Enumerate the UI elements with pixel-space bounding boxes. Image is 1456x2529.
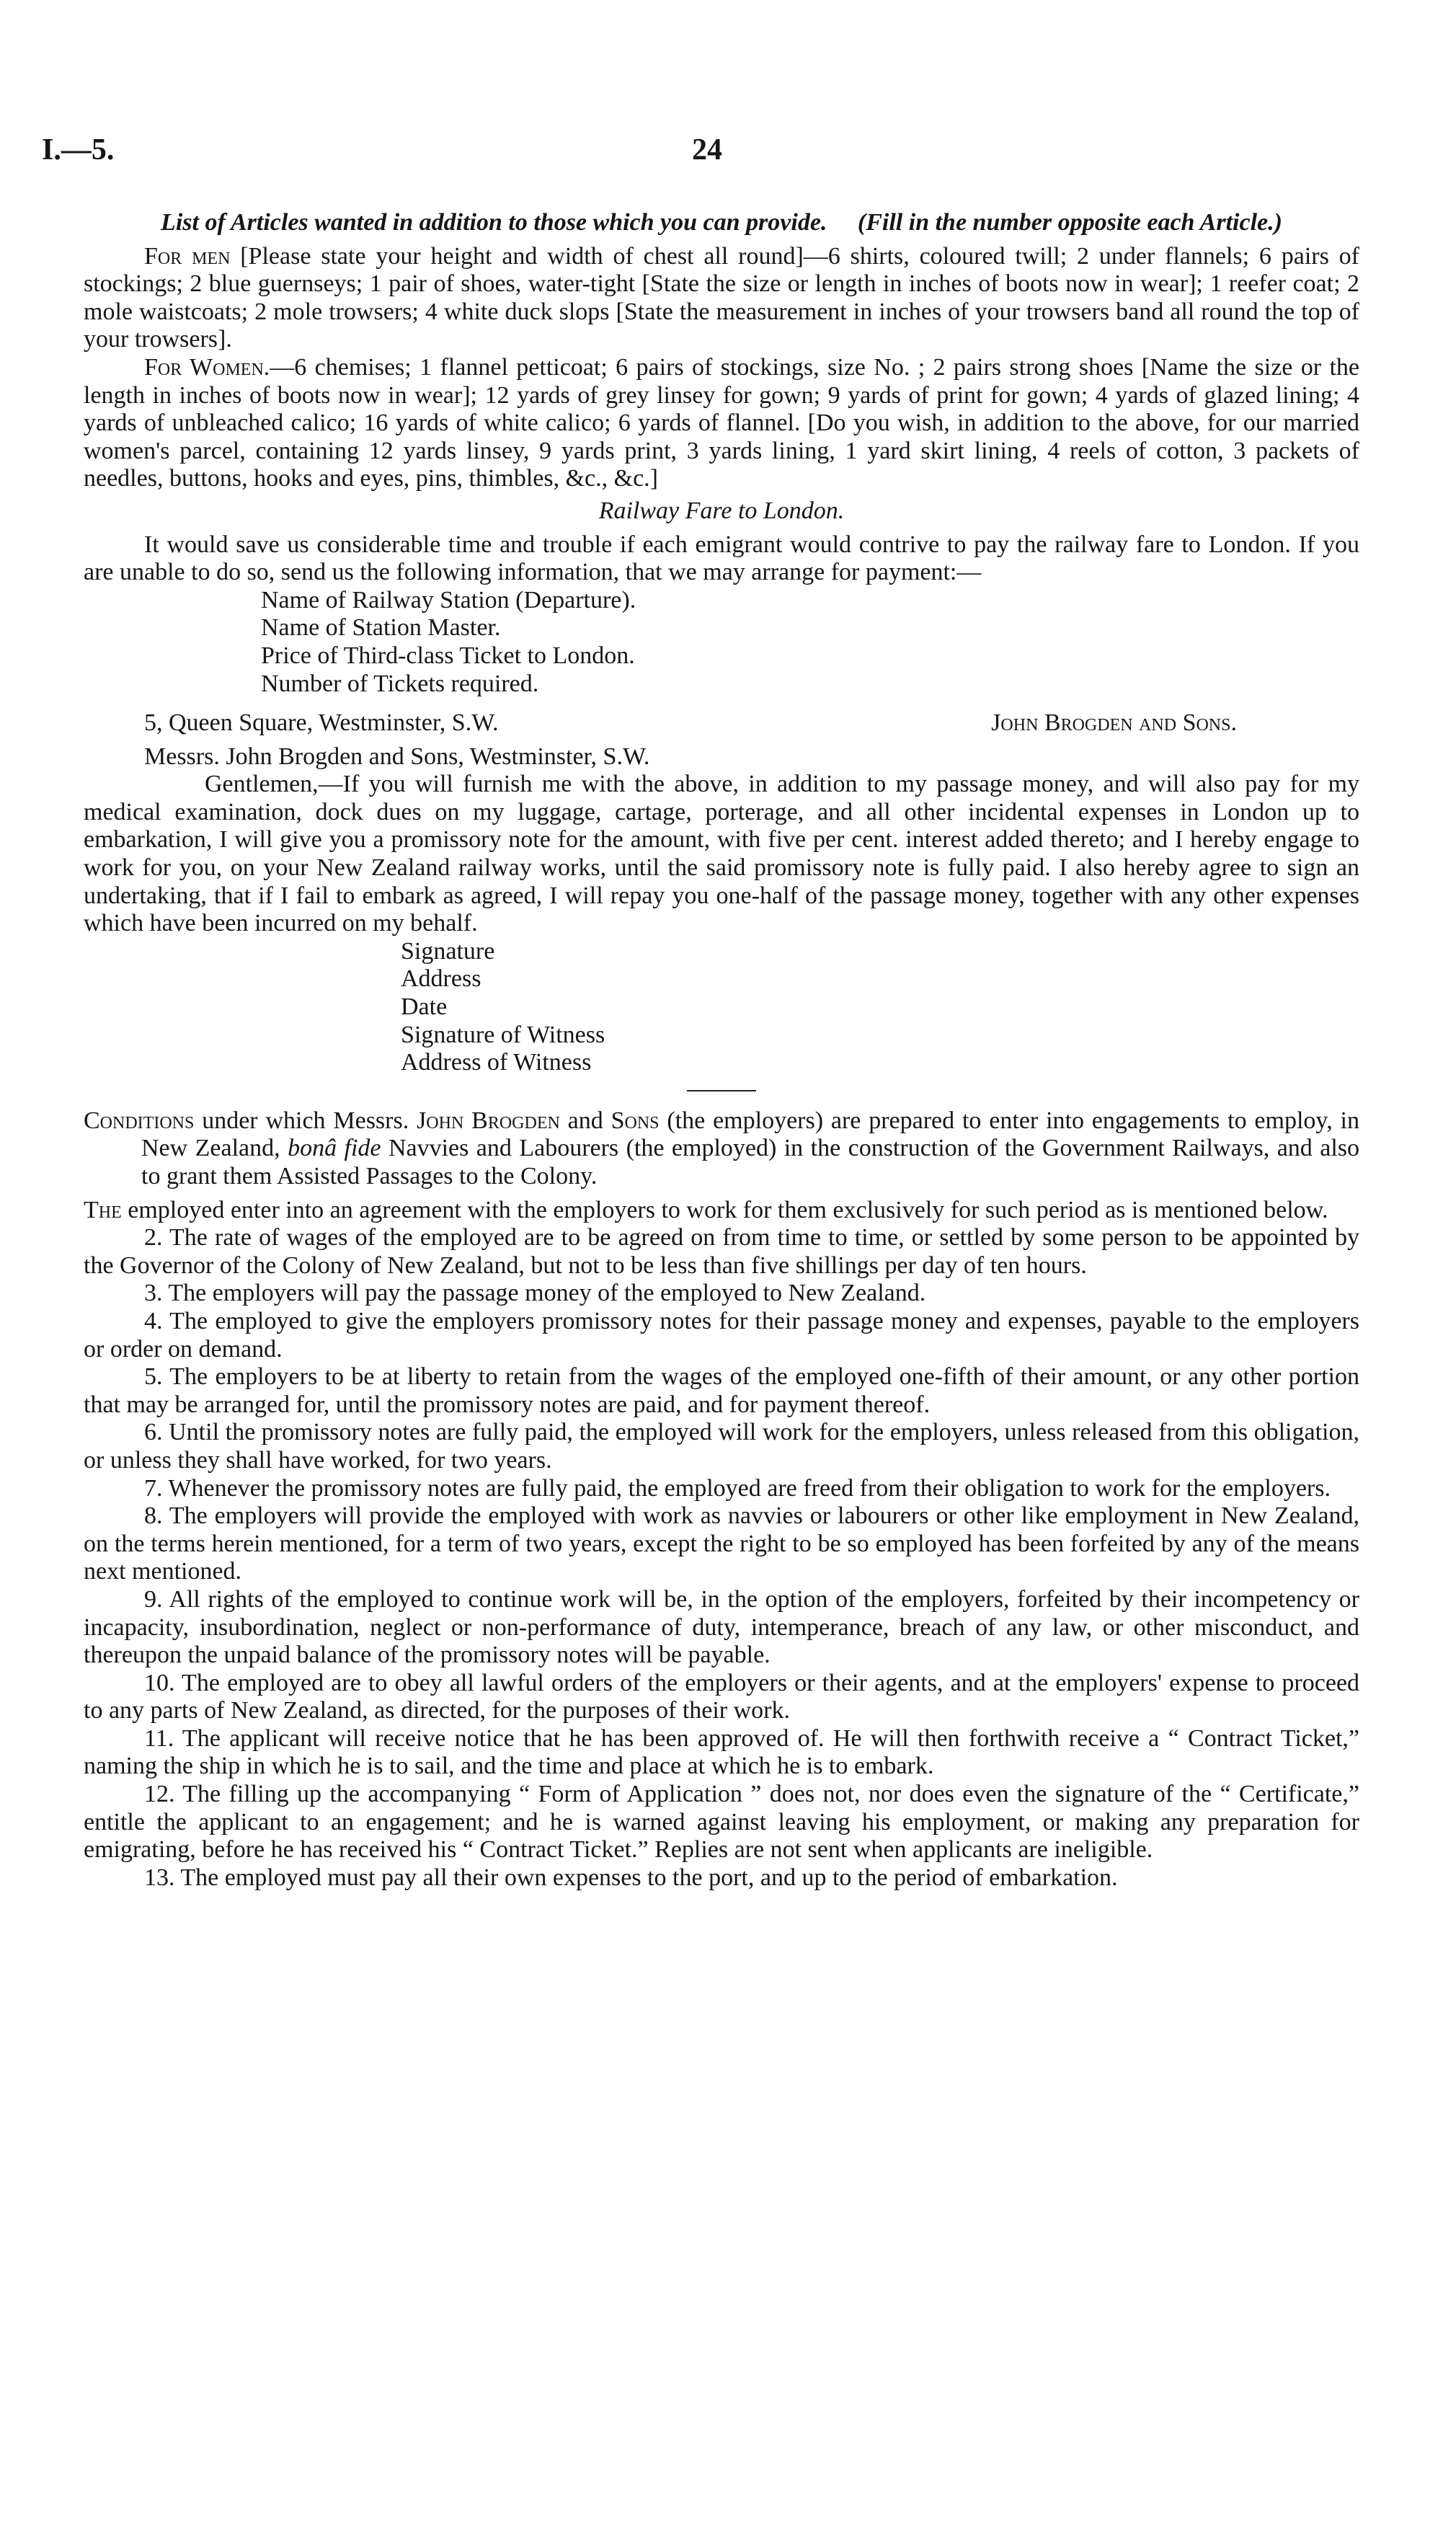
condition-1-lead: The [84, 1196, 122, 1223]
condition-item: 4. The employed to give the employers promissory notes for their passage money and expenses, payable to the employers or order on demand. [84, 1307, 1359, 1363]
articles-note: (Fill in the number opposite each Article.) [857, 209, 1282, 236]
railway-heading: Railway Fare to London. [598, 497, 845, 524]
signature-block [84, 938, 1359, 1077]
list-item: Name of Railway Station (Departure). [261, 586, 636, 614]
office-address: 5, Queen Square, Westminster, S.W. [144, 709, 499, 737]
list-item: Number of Tickets required. [261, 670, 539, 697]
list-item: Name of Station Master. [261, 614, 501, 642]
condition-item: 11. The applicant will receive notice that he has been approved of. He will then forthwith receive a “ Contract Ticket,” naming the ship in which he is to sail, and the time and place at which he is to embark. [84, 1724, 1359, 1780]
condition-item: 5. The employers to be at liberty to retain from the wages of the employed one-fifth of their amount, or any other portion that may be arranged for, until the promissory notes are paid, and for payment thereof. [84, 1363, 1359, 1418]
letter-addressee: Messrs. John Brogden and Sons, Westminster, S.W. [144, 743, 650, 770]
condition-item: 9. All rights of the employed to continue work will be, in the option of the employers, forfeited by their incompetency or incapacity, insubordination, neglect or non-performance of duty, intemperance, breach of any law, or other misconduct, and thereupon the unpaid balance of the promissory notes will be payable. [84, 1585, 1359, 1669]
men-label: For men [144, 242, 231, 270]
condition-1-text: employed enter into an agreement with the employers to work for them exclusively for such period as is mentioned below. [121, 1196, 1328, 1223]
page-body [84, 209, 1359, 1892]
conditions-lead: Conditions [84, 1107, 195, 1134]
men-text: [Please state your height and width of chest all round]—6 shirts, coloured twill; 2 under flannels; 6 pairs of stockings; 2 blue guernseys; 1 pair of shoes, water-tight [State the size or length in inches of boots now in wear]; 1 reefer coat; 2 mole waistcoats; 2 mole trowsers; 4 white duck slops [State the measurement in inches of your trowsers band all round the top of your trowsers]. [84, 242, 1359, 353]
conditions-firm-sons: Sons [611, 1107, 660, 1134]
section-divider [687, 1090, 756, 1091]
signature-field: Signature [401, 937, 495, 965]
conditions-text: Navvies and Labourers (the employed) in the construction of the Government Railways, and also to grant them Assisted Passages to the Colony. [141, 1135, 1360, 1190]
railway-intro: It would save us considerable time and trouble if each emigrant would contrive to pay the railway fare to London. If you are unable to do so, send us the following information, that we may arrange for payment:— [84, 531, 1359, 586]
railway-info-list [84, 587, 1359, 698]
condition-item: 6. Until the promissory notes are fully paid, the employed will work for the employers, unless released from this obligation, or unless they shall have worked, for two years. [84, 1419, 1359, 1474]
condition-item: 2. The rate of wages of the employed are to be agreed on from time to time, or settled by some person to be appointed by the Governor of the Colony of New Zealand, but not to be less than five shillings per day of ten hours. [84, 1224, 1359, 1279]
conditions-intro [84, 1107, 1359, 1191]
conditions-text: under which Messrs. [194, 1107, 417, 1134]
signature-field: Address of Witness [401, 1049, 592, 1076]
articles-women-paragraph [84, 354, 1359, 493]
firm-name: John Brogden and Sons. [991, 709, 1237, 737]
address-row [84, 709, 1359, 738]
signature-field: Date [401, 993, 448, 1021]
articles-title: List of Articles wanted in addition to those which you can provide. [161, 209, 827, 236]
condition-1 [84, 1197, 1359, 1225]
conditions-text: (the employers) are prepared to enter into engagements to employ, in New Zealand, [141, 1107, 1359, 1162]
bona-fide-phrase: bonâ fide [288, 1135, 381, 1162]
articles-men-paragraph [84, 243, 1359, 354]
signature-field: Signature of Witness [401, 1021, 605, 1048]
articles-heading [84, 209, 1359, 237]
letter-body: Gentlemen,—If you will furnish me with the above, in addition to my passage money, and will also pay for my medical examination, dock dues on my luggage, cartage, porterage, and all other incidental expenses in London up to embarkation, I will give you a promissory note for the amount, with five per cent. interest added thereto; and I hereby engage to work for you, on your New Zealand railway works, until the said promissory note is fully paid. I also hereby agree to sign an undertaking, that if I fail to embark as agreed, I will repay you one-half of the passage money, together with any other expenses which have been incurred on my behalf. [84, 771, 1359, 937]
women-text: —6 chemises; 1 flannel petticoat; 6 pairs of stockings, size No. ; 2 pairs strong shoes [Name the size or the length in inches of boots now in wear]; 12 yards of grey linsey for gown; 9 yards of print for gown; 4 yards of glazed lining; 4 yards of unbleached calico; 16 yards of white calico; 6 yards of flannel. [Do you wish, in addition to the above, for our married women's parcel, containing 12 yards linsey, 9 yards print, 3 yards lining, 1 yard skirt lining, 4 reels of cotton, 3 packets of needles, buttons, hooks and eyes, pins, thimbles, &c., &c.] [84, 353, 1359, 492]
condition-item: 12. The filling up the accompanying “ Form of Application ” does not, nor does even the signature of the “ Certificate,” entitle the applicant to an engagement; and he is warned against leaving his employment, or making any preparation for emigrating, before he has received his “ Contract Ticket.” Replies are not sent when applicants are ineligible. [84, 1781, 1359, 1864]
women-label: For Women. [144, 353, 270, 381]
condition-item: 3. The employers will pay the passage money of the employed to New Zealand. [144, 1280, 926, 1307]
condition-item: 10. The employed are to obey all lawful orders of the employers or their agents, and at the employers' expense to proceed to any parts of New Zealand, as directed, for the purposes of their work. [84, 1669, 1359, 1724]
document-reference: I.—5. [42, 133, 115, 167]
list-item: Price of Third-class Ticket to London. [261, 642, 635, 669]
conditions-firm: John Brogden [417, 1107, 560, 1134]
conditions-text: and [559, 1107, 611, 1134]
condition-item: 8. The employers will provide the employed with work as navvies or labourers or other like employment in New Zealand, on the terms herein mentioned, for a term of two years, except the right to be so employed has been forfeited by any of the means next mentioned. [84, 1502, 1359, 1585]
signature-field: Address [401, 965, 481, 993]
page-number: 24 [692, 133, 722, 167]
condition-item: 7. Whenever the promissory notes are fully paid, the employed are freed from their obligation to work for the employers. [144, 1474, 1331, 1502]
condition-item: 13. The employed must pay all their own expenses to the port, and up to the period of embarkation. [144, 1864, 1118, 1891]
